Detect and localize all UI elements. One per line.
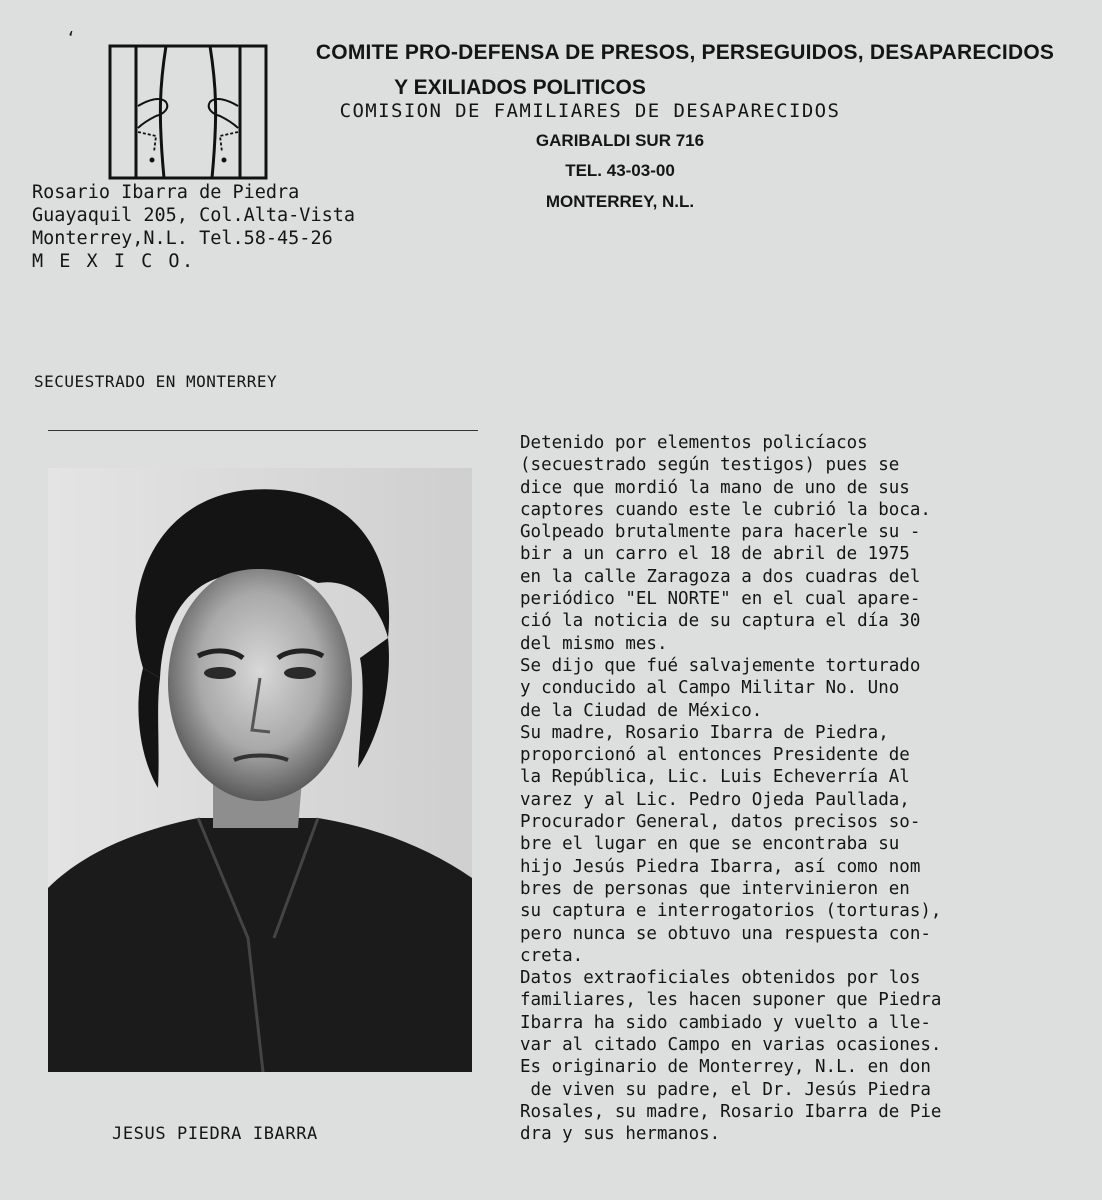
body-line: de la Ciudad de México.: [520, 700, 763, 721]
body-line: de viven su padre, el Dr. Jesús Piedra: [520, 1079, 931, 1100]
body-line: Rosales, su madre, Rosario Ibarra de Pie: [520, 1101, 942, 1122]
body-line: Ibarra ha sido cambiado y vuelto a lle-: [520, 1012, 931, 1033]
body-line: ció la noticia de su captura el día 30: [520, 611, 921, 632]
body-line: var al citado Campo en varias ocasiones.: [520, 1035, 942, 1056]
body-line: y conducido al Campo Militar No. Uno: [520, 678, 900, 699]
sender-city-phone: Monterrey,N.L. Tel.58-45-26: [32, 228, 333, 249]
body-line: (secuestrado según testigos) pues se: [520, 455, 900, 476]
sender-name: Rosario Ibarra de Piedra: [32, 182, 300, 203]
body-line: captores cuando este le cubrió la boca.: [520, 499, 931, 520]
body-line: bre el lugar en que se encontraba su: [520, 834, 900, 855]
body-line: Detenido por elementos policíacos: [520, 433, 868, 453]
body-line: Golpeado brutalmente para hacerle su -: [520, 522, 921, 543]
body-line: del mismo mes.: [520, 633, 668, 654]
body-line: dice que mordió la mano de uno de sus: [520, 477, 910, 498]
body-line: la República, Lic. Luis Echeverría Al: [520, 767, 910, 788]
body-line: hijo Jesús Piedra Ibarra, así como nom: [520, 856, 921, 877]
body-line: Su madre, Rosario Ibarra de Piedra,: [520, 722, 889, 743]
body-line: proporcionó al entonces Presidente de: [520, 745, 910, 766]
photo-caption: JESUS PIEDRA IBARRA: [112, 1124, 318, 1144]
body-line: varez y al Lic. Pedro Ojeda Paullada,: [520, 789, 910, 810]
org-street-address: GARIBALDI SUR 716: [535, 131, 705, 150]
body-line: familiares, les hacen suponer que Piedra: [520, 990, 942, 1011]
portrait-photo: [48, 468, 472, 1072]
org-phone: TEL. 43-03-00: [565, 161, 675, 180]
commission-name: COMISION DE FAMILIARES DE DESAPARECIDOS: [339, 100, 841, 122]
body-text: [520, 432, 1095, 1146]
body-line: dra y sus hermanos.: [520, 1124, 721, 1145]
sender-country: M E X I C O.: [32, 251, 196, 272]
body-line: creta.: [520, 945, 584, 966]
body-line: Datos extraoficiales obtenidos por los: [520, 968, 921, 989]
body-line: periódico "EL NORTE" en el cual apare-: [520, 589, 921, 610]
body-line: Se dijo que fué salvajemente torturado: [520, 655, 921, 676]
body-line: pero nunca se obtuvo una respuesta con-: [520, 923, 931, 944]
organization-name-cont: Y EXILIADOS POLITICOS: [394, 76, 646, 99]
divider: [48, 430, 478, 431]
body-line: bres de personas que intervinieron en: [520, 878, 910, 899]
body-line: en la calle Zaragoza a dos cuadras del: [520, 566, 921, 587]
punch-mark: ‘: [66, 28, 76, 47]
body-line: Procurador General, datos precisos so-: [520, 812, 921, 833]
organization-name: COMITE PRO-DEFENSA DE PRESOS, PERSEGUIDOS, DESAPARECIDOS: [315, 41, 1055, 64]
section-title: SECUESTRADO EN MONTERREY: [34, 372, 278, 391]
sender-address: Guayaquil 205, Col.Alta-Vista: [32, 205, 356, 226]
body-line: su captura e interrogatorios (torturas),: [520, 901, 942, 922]
body-line: Es originario de Monterrey, N.L. en don: [520, 1057, 931, 1078]
body-line: bir a un carro el 18 de abril de 1975: [520, 544, 910, 565]
org-city: MONTERREY, N.L.: [545, 192, 695, 211]
